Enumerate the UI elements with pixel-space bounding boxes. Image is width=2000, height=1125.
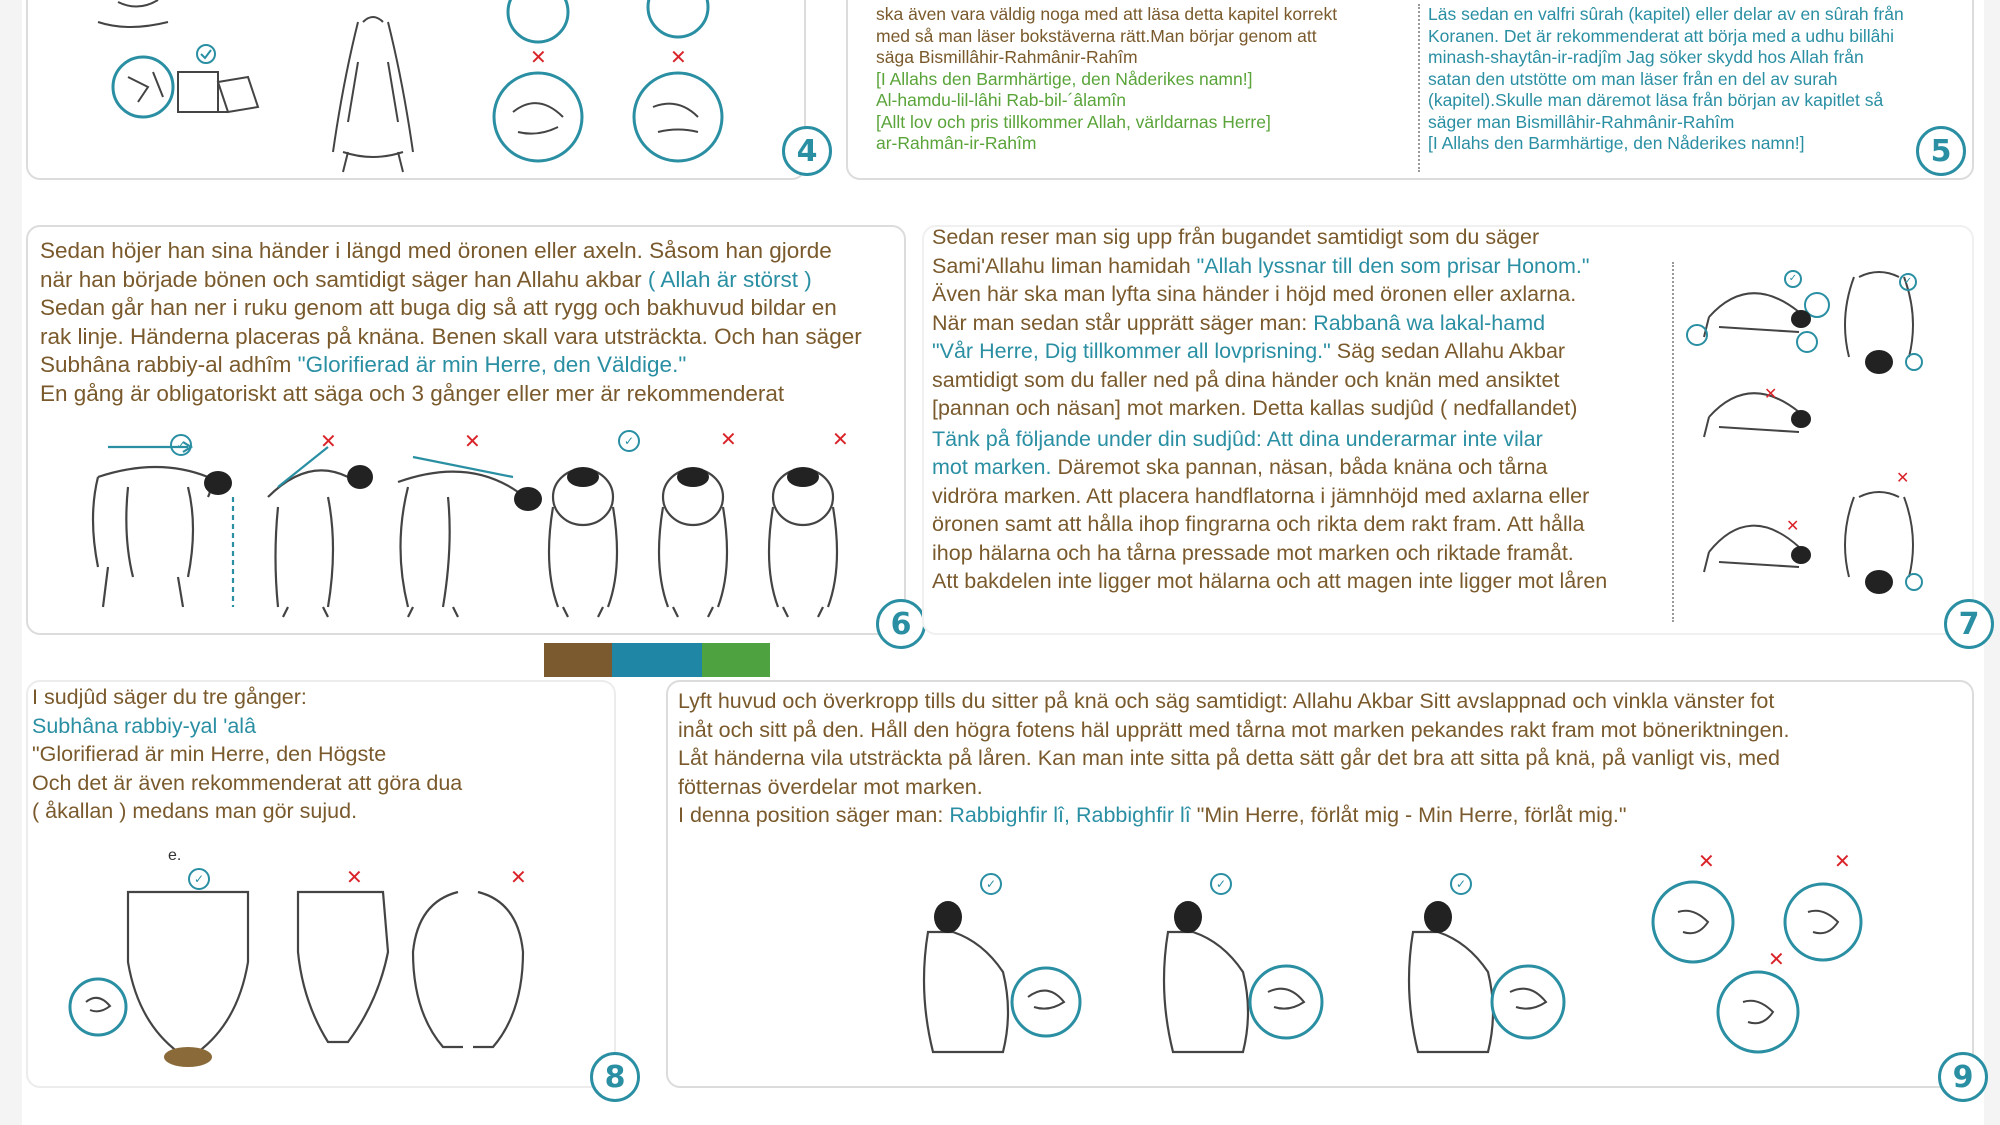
step-number-8: 8 (590, 1052, 640, 1102)
red-cross-icon: ✕ (1786, 518, 1800, 535)
text-line: "Glorifierad är min Herre, den Högste (32, 742, 387, 766)
text-line: I sudjûd säger du tre gånger: (32, 685, 307, 709)
red-cross-icon: ✕ (346, 867, 363, 889)
text-line: En gång är obligatoriskt att säga och 3 gånger eller mer är rekommenderat (40, 380, 785, 406)
step-number-7: 7 (1944, 599, 1994, 649)
red-cross-icon: ✕ (464, 431, 481, 453)
panel-6 (26, 225, 912, 642)
text-line: när han började bönen och samtidigt säger han Allahu akbar ( Allah är störst ) (40, 266, 812, 292)
text-line: "Vår Herre, Dig tillkommer all lovprisning." Säg sedan Allahu Akbar (932, 339, 1566, 363)
ruku-illustrations (68, 427, 888, 627)
text-line: [pannan och näsan] mot marken. Detta kallas sudjûd ( nedfallandet) (932, 396, 1578, 420)
text-line: säga Bismillâhir-Rahmânir-Rahîm (876, 47, 1138, 67)
red-cross-icon: ✕ (1834, 851, 1851, 873)
prayer-guide-page (22, 0, 1984, 1125)
text-line: Al-hamdu-lil-lâhi Rab-bil-´âlamîn (876, 90, 1126, 110)
sujud-top-view-illustrations (58, 882, 578, 1072)
text-line: Koranen. Det är rekommenderat att börja med a udhu billâhi (1428, 25, 1894, 46)
text-line: Läs sedan en valfri sûrah (kapitel) eller delar av en sûrah från (1428, 4, 1904, 24)
panel-4 (26, 0, 818, 180)
color-swatch-brown (544, 643, 612, 677)
red-cross-icon: ✕ (832, 429, 849, 451)
check-circle-icon: ✓ (1210, 873, 1232, 895)
text-line: När man sedan står upprätt säger man: Rabbanâ wa lakal-hamd (932, 310, 1546, 335)
panel-6-text (40, 237, 862, 408)
text-line: [I Allahs den Barmhärtige, den Nåderikes namn!] (876, 68, 1253, 89)
text-line: [I Allahs den Barmhärtige, den Nåderikes namn!] (1428, 133, 1805, 153)
red-cross-icon: ✕ (1698, 851, 1715, 873)
text-line: Sedan höjer han sina händer i längd med öronen eller axeln. Såsom han gjorde (40, 238, 832, 263)
red-cross-icon: ✕ (510, 867, 527, 889)
check-circle-icon: ✓ (188, 868, 210, 890)
text-line: samtidigt som du faller ned på dina händer och knän med ansiktet (932, 367, 1560, 392)
panel-9-text (678, 687, 1789, 830)
red-cross-icon: ✕ (1896, 470, 1910, 487)
column-divider (1672, 262, 1674, 622)
panel-5-left-text (876, 4, 1337, 155)
svg-text:✕: ✕ (530, 45, 547, 69)
text-line: Subhâna rabbiy-al adhîm "Glorifierad är min Herre, den Väldige." (40, 352, 687, 377)
sujud-illustrations (1689, 257, 1959, 607)
text-line: fötternas överdelar mot marken. (678, 774, 983, 799)
text-line: Sedan reser man sig upp från bugandet samtidigt som du säger (932, 225, 1540, 249)
text-line: Och det är även rekommenderat att göra dua (32, 770, 463, 795)
text-line: ihop hälarna och ha tårna pressade mot marken och riktade framåt. (932, 540, 1574, 565)
column-divider (1418, 4, 1420, 172)
text-line: ( åkallan ) medans man gör sujud. (32, 799, 358, 823)
step-number-6: 6 (876, 599, 926, 649)
text-line: minash-shaytân-ir-radjîm Jag söker skydd hos Allah från (1428, 47, 1864, 67)
panel-5 (846, 0, 1974, 180)
step-number-9: 9 (1938, 1052, 1988, 1102)
color-swatch-blue (612, 643, 702, 677)
text-line: Sami'Allahu liman hamidah "Allah lyssnar till den som prisar Honom." (932, 253, 1590, 278)
red-cross-icon: ✕ (720, 429, 737, 451)
text-line: säger man Bismillâhir-Rahmânir-Rahîm (1428, 111, 1735, 132)
check-circle-icon: ✓ (1450, 873, 1472, 895)
text-line: Sedan går han ner i ruku genom att buga dig så att rygg och bakhuvud bildar en (40, 295, 837, 320)
text-line: I denna position säger man: Rabbighfir lî, Rabbighfir lî "Min Herre, förlåt mig - Min Herre, förlåt mig." (678, 803, 1627, 827)
text-line: Tänk på följande under din sudjûd: Att dina underarmar inte vilar (932, 426, 1543, 451)
panel-5-right-text (1428, 4, 1904, 155)
text-line: vidröra marken. Att placera handflatorna i jämnhöjd med axlarna eller (932, 483, 1590, 508)
svg-text:✕: ✕ (670, 45, 687, 69)
red-cross-icon: ✕ (1768, 949, 1785, 971)
step-number-5: 5 (1916, 126, 1966, 176)
text-line: Lyft huvud och överkropp tills du sitter på knä och säg samtidigt: Allahu Akbar Sitt avslappnad och vinkla vänster fot (678, 689, 1775, 713)
text-line: rak linje. Händerna placeras på knäna. Benen skall vara utsträckta. Och han säger (40, 323, 862, 349)
step-number-4: 4 (782, 126, 832, 176)
text-line: Att bakdelen inte ligger mot hälarna och att magen inte ligger mot låren (932, 569, 1608, 593)
text-line: Även här ska man lyfta sina händer i höjd med öronen eller axlarna. (932, 282, 1577, 306)
text-line: inåt och sitt på den. Håll den högra fotens häl upprätt med tårna mot marken pekandes rakt fram mot böneriktningen. (678, 717, 1790, 742)
red-cross-icon: ✕ (320, 431, 337, 453)
text-line: Subhâna rabbiy-yal 'alâ (32, 713, 257, 738)
panel-8-text (32, 683, 462, 826)
text-line: ar-Rahmân-ir-Rahîm (876, 133, 1037, 153)
text-line: Låt händerna vila utsträckta på låren. Kan man inte sitta på detta sätt går det bra att sitta på knä, på vanligt vis, med (678, 746, 1780, 770)
check-circle-icon: ✓ (1784, 270, 1802, 288)
prayer-illustration-top-left (58, 2, 778, 172)
text-line: (kapitel).Skulle man däremot läsa från början av kapitlet så (1428, 90, 1884, 110)
text-line: öronen samt att hålla ihop fingrarna och rikta dem rakt fram. Att hålla (932, 512, 1585, 536)
text-line: mot marken. Däremot ska pannan, näsan, båda knäna och tårna (932, 455, 1548, 479)
panel-9 (666, 680, 1974, 1095)
figure-caption: e. (168, 847, 182, 864)
text-line: satan den utstötte om man läser från en del av surah (1428, 68, 1838, 89)
check-circle-icon: ✓ (980, 873, 1002, 895)
panel-7 (922, 225, 1980, 642)
check-circle-icon: ✓ (1899, 273, 1917, 291)
panel-7-text (932, 223, 1607, 596)
red-cross-icon: ✕ (1764, 386, 1778, 403)
color-swatch-green (702, 643, 770, 677)
sitting-illustrations (918, 892, 1918, 1072)
text-line: [Allt lov och pris tillkommer Allah, världarnas Herre] (876, 111, 1271, 132)
text-line: med så man läser bokstäverna rätt.Man börjar genom att (876, 25, 1317, 46)
panel-8 (26, 680, 626, 1095)
text-line: ska även vara väldig noga med att läsa detta kapitel korrekt (876, 4, 1338, 24)
check-circle-icon: ✓ (170, 434, 192, 456)
check-circle-icon: ✓ (618, 430, 640, 452)
